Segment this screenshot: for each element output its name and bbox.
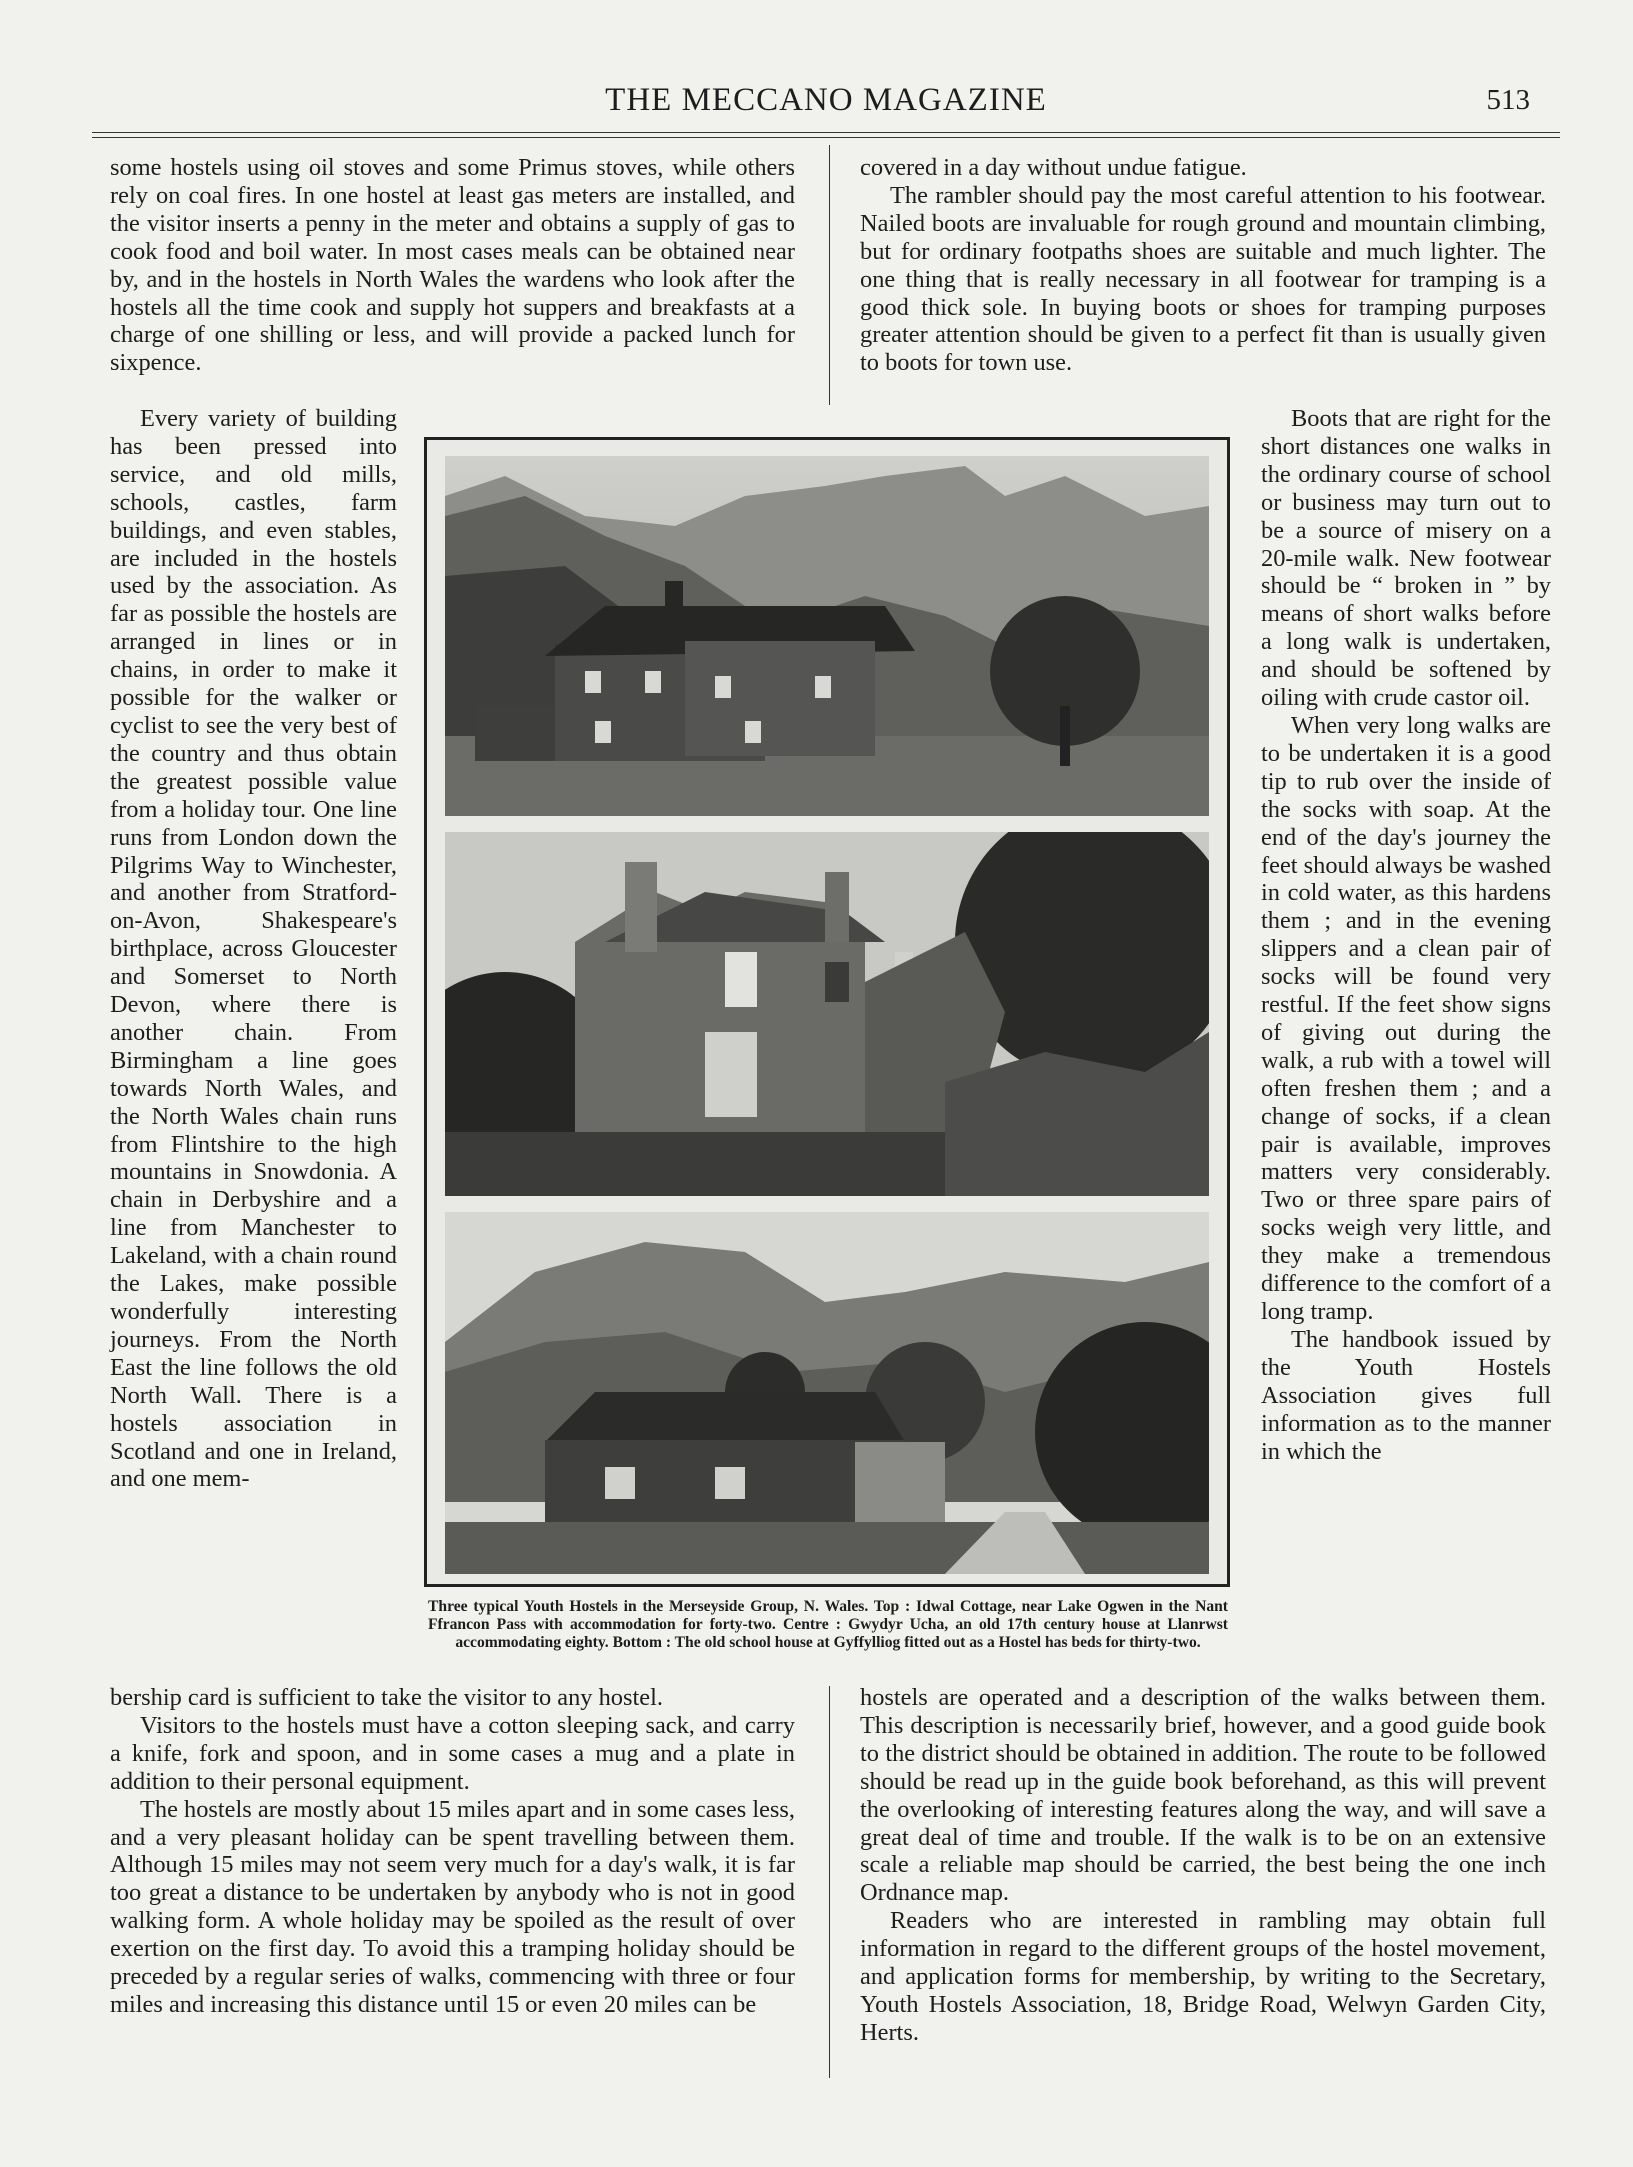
figure-caption: Three typical Youth Hostels in the Merseyside Group, N. Wales. Top : Idwal Cottage, near Lake Ogwen in the Nant Ffrancon Pass with accommodation for forty-two. Centre : Gwydyr Ucha, an old 17th century house at Llanrwst accommodating eighty. Bottom : The old school house at Gyffylliog fitted out as a Hostel has beds for thirty-two. <box>428 1598 1228 1651</box>
paragraph: The hostels are mostly about 15 miles apart and in some cases less, and a very pleasant holiday can be spent travelling between them. Although 15 miles may not seem very much for a day's walk, it is far too great a distance to be undertaken by anybody who is not in good walking form. A whole holiday may be spoiled as the result of over exertion on the first day. To avoid this a tramping holiday should be preceded by a regular series of walks, commencing with three or four miles and increasing this distance until 15 or even 20 miles can be <box>110 1795 796 2018</box>
page-header <box>92 82 1560 124</box>
paragraph: Boots that are right for the short distances one walks in the ordinary course of school or business may turn out to be a source of misery on a 20-mile walk. New footwear should be “ broken in ” by means of short walks before a long walk is undertaken, and should be softened by oiling with crude castor oil. <box>1261 405 1551 712</box>
photo-gwydyr-ucha <box>445 832 1209 1196</box>
paragraph: The handbook issued by the Youth Hostels Association gives full information as to the manner in which the <box>1261 1325 1551 1465</box>
left-column-narrow <box>110 405 397 1493</box>
photo-figure <box>424 437 1230 1587</box>
right-column-narrow <box>1261 405 1551 1465</box>
paragraph: When very long walks are to be undertaken it is a good tip to rub over the inside of the socks with soap. At the end of the day's journey the feet should always be washed in cold water, as this hardens them ; and in the evening slippers and a clean pair of socks will be found very restful. If the feet show signs of giving out during the walk, a rub with a towel will often freshen them ; and a change of socks, if a clean pair is available, improves matters very considerably. Two or three spare pairs of socks weigh very little, and they make a tremendous difference to the comfort of a long tramp. <box>1261 711 1551 1325</box>
paragraph: The rambler should pay the most careful attention to his footwear. Nailed boots are invaluable for rough ground and mountain climbing, but for ordinary footpaths shoes are suitable and much lighter. The one thing that is really necessary in all footwear for tramping is a good thick sole. In buying boots or shoes for tramping purposes greater attention should be given to a perfect fit than is usually given to boots for town use. <box>860 181 1546 377</box>
page-number: 513 <box>1486 84 1530 116</box>
photo-idwal-cottage <box>445 456 1209 816</box>
paragraph: Every variety of building has been pressed into service, and old mills, schools, castles, farm buildings, and even stables, are included in the hostels used by the association. As far as possible the hostels are arranged in lines or in chains, in order to make it possible for the walker or cyclist to see the very best of the country and thus obtain the greatest possible value from a holiday tour. One line runs from London down the Pilgrims Way to Winchester, and another from Stratford-on-Avon, Shakespeare's birthplace, across Gloucester and Somerset to North Devon, where there is another chain. From Birmingham a line goes towards North Wales, and the North Wales chain runs from Flintshire to the high mountains in Snowdonia. A chain in Derbyshire and a line from Manchester to Lakeland, with a chain round the Lakes, make possible wonderfully interesting journeys. From the North East the line follows the old North Wall. There is a hostels association in Scotland and one in Ireland, and one mem- <box>110 405 397 1493</box>
right-column-bottom <box>860 1684 1546 2047</box>
photo-gyffylliog-school-house <box>445 1212 1209 1574</box>
left-column-bottom <box>110 1684 795 2019</box>
paragraph: Readers who are interested in rambling may obtain full information in regard to the different groups of the hostel movement, and application forms for membership, by writing to the Secretary, Youth Hostels Association, 18, Bridge Road, Welwyn Garden City, Herts. <box>860 1907 1546 2046</box>
paragraph: hostels are operated and a description of the walks between them. This description is necessarily brief, however, and a good guide book to the district should be obtained in addition. The route to be followed should be read up in the guide book beforehand, as this will prevent the overlooking of interesting features along the way, and will save a great deal of time and trouble. If the walk is to be on an extensive scale a reliable map should be carried, the best being the one inch Ordnance map. <box>860 1684 1546 1907</box>
header-rule-top <box>92 132 1560 133</box>
column-divider-top <box>829 145 830 405</box>
column-divider-bottom <box>829 1686 830 2078</box>
right-column-top <box>860 154 1546 377</box>
paragraph: some hostels using oil stoves and some Primus stoves, while others rely on coal fires. In one hostel at least gas meters are installed, and the visitor inserts a penny in the meter and obtains a supply of gas to cook food and boil water. In most cases meals can be obtained near by, and in the hostels in North Wales the wardens who look after the hostels all the time cook and supply hot suppers and breakfasts at a charge of one shilling or less, and will provide a packed lunch for sixpence. <box>110 154 795 377</box>
paragraph: covered in a day without undue fatigue. <box>860 154 1247 181</box>
paragraph: bership card is sufficient to take the visitor to any hostel. <box>110 1684 663 1711</box>
paragraph: Visitors to the hostels must have a cotton sleeping sack, and carry a knife, fork and spoon, and in some cases a mug and a plate in addition to their personal equipment. <box>110 1711 795 1795</box>
left-column-top <box>110 154 795 377</box>
header-rule-bottom <box>92 137 1560 138</box>
magazine-title: THE MECCANO MAGAZINE <box>605 82 1047 118</box>
